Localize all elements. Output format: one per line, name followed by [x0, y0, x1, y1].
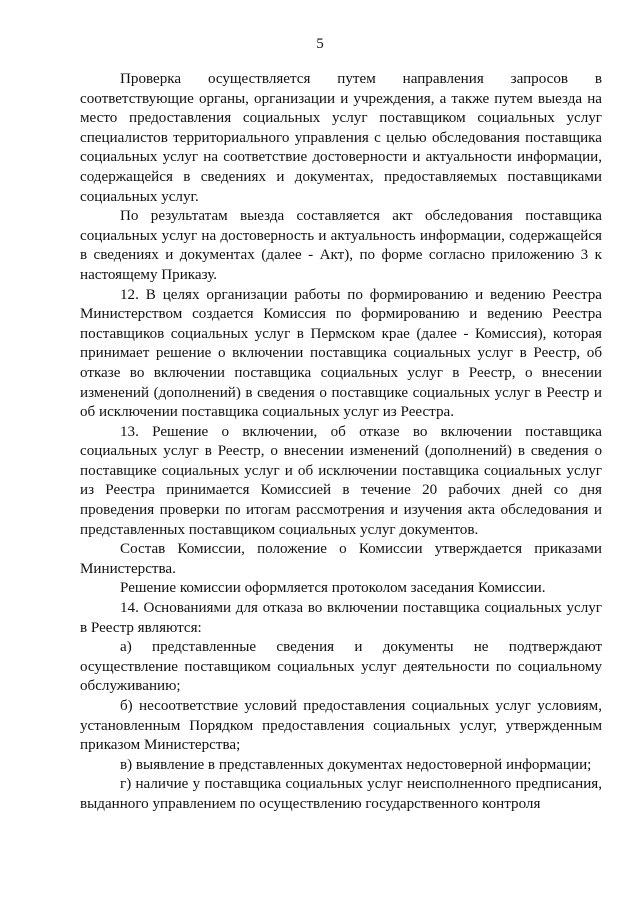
paragraph-inspection-method: Проверка осуществляется путем направления запросов в соответствующие органы, организации и учреждения, а также путем выезда на место предоставления социальных услуг поставщиком социальных услуг специалистов территориального управления с целью обследования поставщика социальных услуг на соответствие достоверности и актуальности информации, содержащейся в сведениях и документах, предоставляемых поставщиками социальных услуг. — [80, 71, 602, 205]
document-body — [80, 70, 602, 815]
paragraph-inspection-act: По результатам выезда составляется акт обследования поставщика социальных услуг на достоверность и актуальность информации, содержащейся в сведениях и документах (далее - Акт), по форме согласно приложению 3 к настоящему Приказу. — [80, 208, 602, 283]
paragraph-commission-composition: Состав Комиссии, положение о Комиссии утверждается приказами Министерства. — [80, 541, 602, 577]
paragraph-item-14-grounds: 14. Основаниями для отказа во включении поставщика социальных услуг в Реестр являются: — [80, 600, 602, 636]
paragraph-ground-a: а) представленные сведения и документы не подтверждают осуществление поставщиком социальных услуг деятельности по социальному обслуживанию; — [80, 639, 602, 695]
paragraph-ground-v: в) выявление в представленных документах недостоверной информации; — [120, 756, 592, 773]
paragraph-ground-g: г) наличие у поставщика социальных услуг неисполненного предписания, выданного управлением по осуществлению государственного контроля — [80, 776, 602, 812]
paragraph-ground-b: б) несоответствие условий предоставления социальных услуг условиям, установленным Порядком предоставления социальных услуг, утвержденным приказом Министерства; — [80, 698, 602, 754]
paragraph-commission-protocol: Решение комиссии оформляется протоколом заседания Комиссии. — [120, 580, 546, 597]
page-number: 5 — [316, 36, 324, 52]
paragraph-item-12-commission: 12. В целях организации работы по формированию и ведению Реестра Министерством создается Комиссия по формированию и ведению Реестра поставщиков социальных услуг в Пермском крае (далее - Комиссия), которая принимает решение о включении поставщика социальных услуг в Реестр, об отказе во включении поставщика социальных услуг в Реестр, о внесении изменений (дополнений) в сведения о поставщике социальных услуг в Реестр и об исключении поставщика социальных услуг из Реестра. — [80, 286, 602, 421]
paragraph-item-13-decision: 13. Решение о включении, об отказе во включении поставщика социальных услуг в Реестр, о внесении изменений (дополнений) в сведения о поставщике социальных услуг и об исключении поставщика социальных услуг из Реестра принимается Комиссией в течение 20 рабочих дней со дня проведения проверки по итогам рассмотрения и изучения акта обследования и представленных поставщиком социальных услуг документов. — [80, 423, 602, 538]
